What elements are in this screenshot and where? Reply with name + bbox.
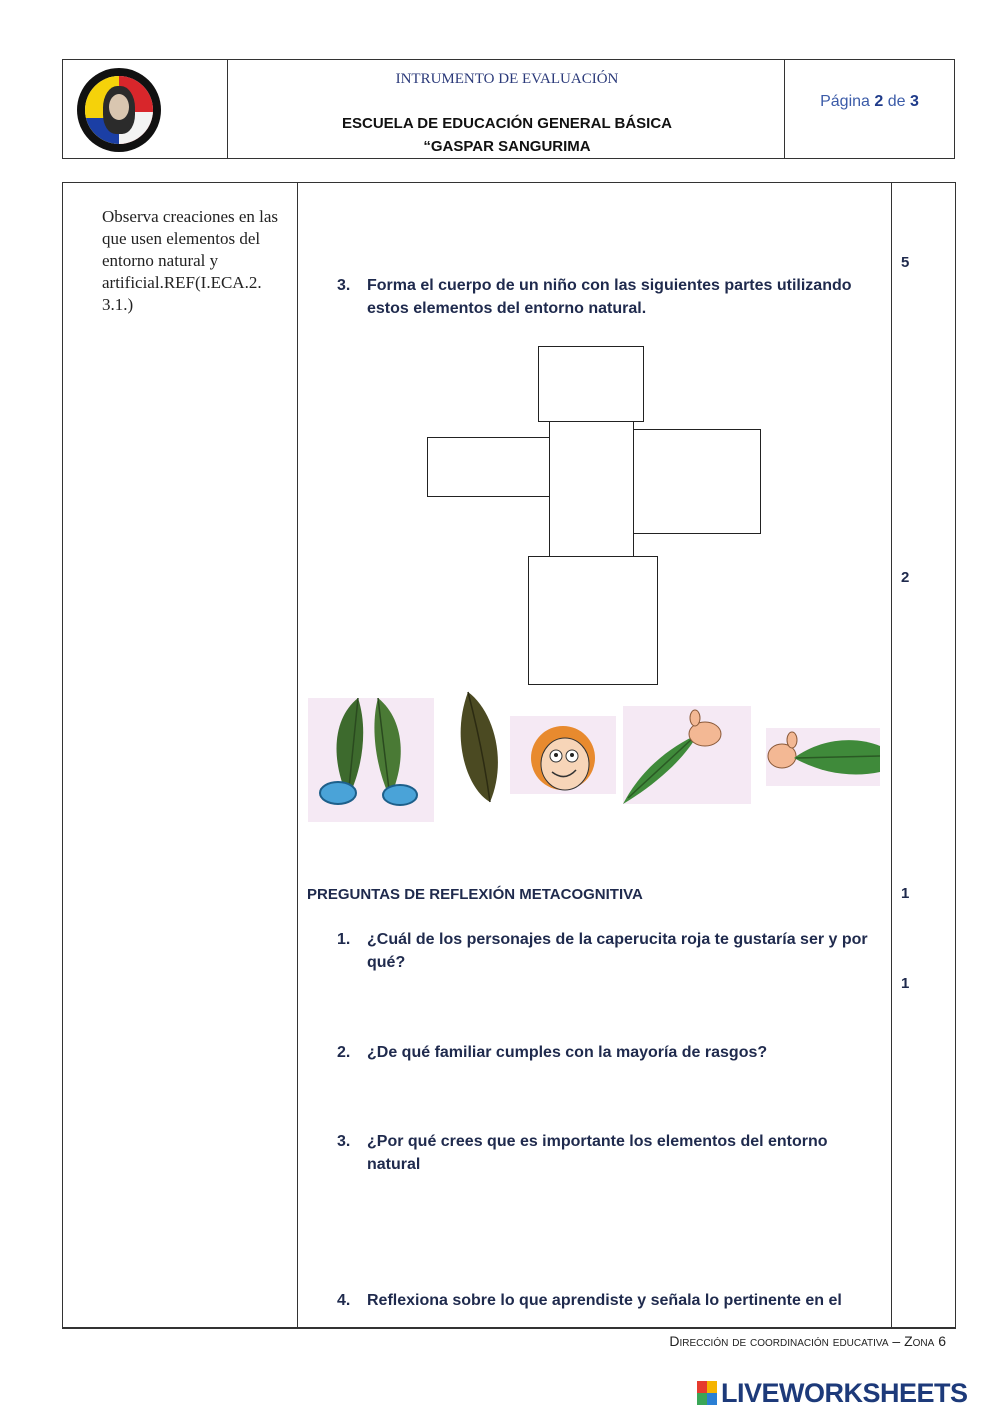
page-cell [784,60,954,158]
leaf-legs-piece[interactable] [308,698,434,822]
liveworksheets-brand: LIVEWORKSHEETS [721,1377,968,1408]
head-drop-box[interactable] [538,346,644,422]
leaf-arm-left-piece[interactable] [766,728,880,786]
instrument-title: INTRUMENTO DE EVALUACIÓN [395,71,619,87]
score-body: 2 [901,569,910,586]
liveworksheets-logo-icon [697,1381,717,1405]
activity-instruction: 3. Forma el cuerpo de un niño con las siguientes partes utilizando estos elementos del entorno natural. [337,277,852,317]
reflection-question-1: 1. ¿Cuál de los personajes de la caperucita roja te gustaría ser y por qué? [337,931,868,971]
logo-cell [63,60,228,158]
score-reflection-1: 1 [901,885,910,902]
page-current: 2 [874,93,884,110]
liveworksheets-watermark [697,1378,968,1408]
reflection-question-4: 4. Reflexiona sobre lo que aprendiste y señala lo pertinente en el [337,1292,842,1309]
school-name-line2: “GASPAR SANGURIMA [423,138,591,155]
header-table [62,59,955,159]
leaf-arm-hand-icon [623,706,751,804]
torso-drop-box[interactable] [549,421,634,558]
child-head-piece[interactable] [510,716,616,794]
hand-leaf-icon [766,728,880,786]
score-reflection-2: 1 [901,975,910,992]
leaf-torso-icon [448,690,506,805]
leaf-legs-icon [308,698,434,822]
right-arm-drop-box[interactable] [633,429,761,534]
page-total: 3 [909,93,919,110]
reflection-question-3: 3. ¿Por qué crees que es importante los elementos del entorno natural [337,1133,828,1173]
evaluation-criterion: Observa creaciones en las que usen elementos del entorno natural y artificial.REF(I.ECA.2. 3.1.) [102,207,279,314]
page-indicator: Página 2 de 3 [820,93,919,110]
legs-drop-box[interactable] [528,556,658,685]
school-name-line1: ESCUELA DE EDUCACIÓN GENERAL BÁSICA [341,115,673,132]
leaf-torso-piece[interactable] [448,690,506,805]
leaf-arm-right-piece[interactable] [623,706,751,804]
score-activity: 5 [901,254,910,271]
reflection-question-2: 2. ¿De qué familiar cumples con la mayoría de rasgos? [337,1044,768,1061]
footer-direction: Dirección de coordinación educativa – Zona 6 [669,1333,946,1349]
school-seal-icon [77,68,161,152]
child-face-icon [510,716,616,794]
reflection-title: PREGUNTAS DE REFLEXIÓN METACOGNITIVA [307,886,643,903]
left-arm-drop-box[interactable] [427,437,550,497]
